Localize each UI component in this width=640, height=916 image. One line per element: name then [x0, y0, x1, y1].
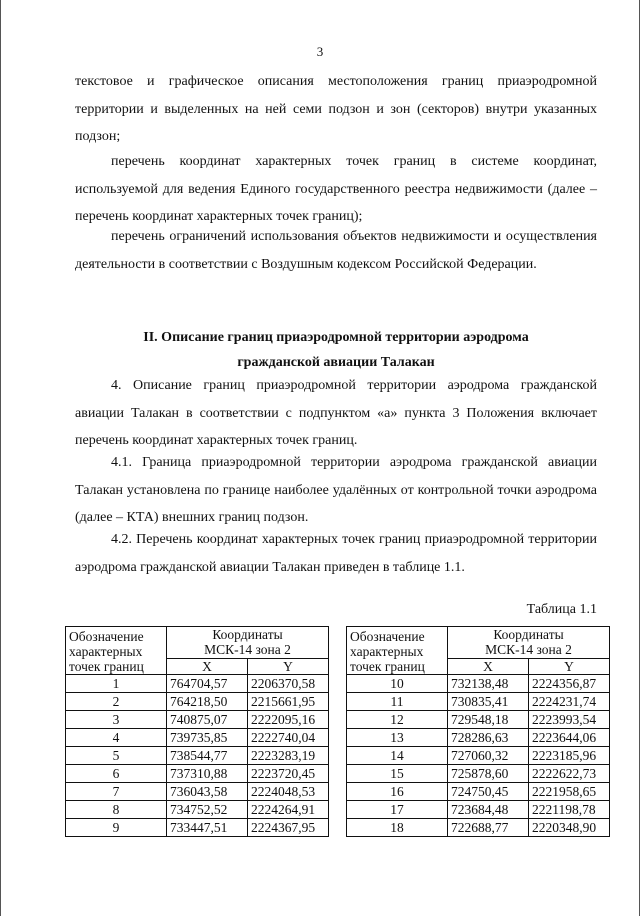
y-coordinate-cell: 2223644,06 — [529, 729, 610, 747]
table-row — [66, 711, 329, 729]
table-row — [66, 801, 329, 819]
header-point-designation: Обозначение характерных точек границ — [66, 627, 167, 675]
table-row — [347, 783, 610, 801]
point-number-cell: 4 — [66, 729, 167, 747]
table-row — [347, 819, 610, 837]
x-coordinate-cell: 725878,60 — [448, 765, 529, 783]
point-number-cell: 13 — [347, 729, 448, 747]
y-coordinate-cell: 2224264,91 — [248, 801, 329, 819]
point-number-cell: 12 — [347, 711, 448, 729]
point-number-cell: 6 — [66, 765, 167, 783]
y-coordinate-cell: 2221958,65 — [529, 783, 610, 801]
table-row — [347, 693, 610, 711]
table-row — [66, 747, 329, 765]
point-number-cell: 5 — [66, 747, 167, 765]
paragraph-restrictions-list: перечень ограничений использования объектов недвижимости и осуществления деятельности в соответствии с Воздушным кодексом Российской Федерации. — [75, 229, 597, 272]
x-coordinate-cell: 764704,57 — [167, 675, 248, 693]
table-row — [347, 711, 610, 729]
y-coordinate-cell: 2222095,16 — [248, 711, 329, 729]
x-coordinate-cell: 729548,18 — [448, 711, 529, 729]
point-number-cell: 18 — [347, 819, 448, 837]
table-row — [66, 729, 329, 747]
y-coordinate-cell: 2206370,58 — [248, 675, 329, 693]
table-row — [66, 675, 329, 693]
y-coordinate-cell: 2223720,45 — [248, 765, 329, 783]
point-number-cell: 11 — [347, 693, 448, 711]
coordinates-table-right — [346, 626, 610, 837]
y-coordinate-cell: 2224356,87 — [529, 675, 610, 693]
y-coordinate-cell: 2220348,90 — [529, 819, 610, 837]
x-coordinate-cell: 724750,45 — [448, 783, 529, 801]
coordinates-table-left — [65, 626, 329, 837]
header-coordinates: Координаты МСК-14 зона 2 — [167, 627, 329, 659]
table-row — [347, 729, 610, 747]
x-coordinate-cell: 723684,48 — [448, 801, 529, 819]
header-x: X — [448, 658, 529, 674]
header-y: Y — [529, 658, 610, 674]
table-row — [66, 783, 329, 801]
y-coordinate-cell: 2221198,78 — [529, 801, 610, 819]
section-heading-line2: гражданской авиации Талакан — [237, 355, 435, 370]
paragraph-coordinates-list: перечень координат характерных точек границ в системе координат, используемой для ведения Единого государственного реестра недвижимости (далее – перечень координат характерных точек границ); — [75, 154, 597, 224]
point-number-cell: 2 — [66, 693, 167, 711]
x-coordinate-cell: 727060,32 — [448, 747, 529, 765]
y-coordinate-cell: 2222622,73 — [529, 765, 610, 783]
point-number-cell: 10 — [347, 675, 448, 693]
header-coordinates: Координаты МСК-14 зона 2 — [448, 627, 610, 659]
point-number-cell: 3 — [66, 711, 167, 729]
y-coordinate-cell: 2223283,19 — [248, 747, 329, 765]
table-row — [66, 765, 329, 783]
point-number-cell: 1 — [66, 675, 167, 693]
y-coordinate-cell: 2224231,74 — [529, 693, 610, 711]
table-row — [347, 747, 610, 765]
point-number-cell: 7 — [66, 783, 167, 801]
x-coordinate-cell: 728286,63 — [448, 729, 529, 747]
y-coordinate-cell: 2223993,54 — [529, 711, 610, 729]
point-number-cell: 16 — [347, 783, 448, 801]
table-row — [347, 801, 610, 819]
y-coordinate-cell: 2222740,04 — [248, 729, 329, 747]
x-coordinate-cell: 732138,48 — [448, 675, 529, 693]
point-number-cell: 8 — [66, 801, 167, 819]
point-number-cell: 17 — [347, 801, 448, 819]
table-row — [347, 765, 610, 783]
header-point-designation: Обозначение характерных точек границ — [347, 627, 448, 675]
x-coordinate-cell: 722688,77 — [448, 819, 529, 837]
header-x: X — [167, 658, 248, 674]
x-coordinate-cell: 764218,50 — [167, 693, 248, 711]
table-caption: Таблица 1.1 — [526, 602, 597, 617]
point-number-cell: 9 — [66, 819, 167, 837]
paragraph-text-description: текстовое и графическое описания местоположения границ приаэродромной территории и выделенных на ней семи подзон и зон (секторов) внутри указанных подзон; — [75, 74, 597, 144]
x-coordinate-cell: 740875,07 — [167, 711, 248, 729]
header-y: Y — [248, 658, 329, 674]
y-coordinate-cell: 2215661,95 — [248, 693, 329, 711]
page-number: 3 — [316, 44, 324, 59]
y-coordinate-cell: 2224048,53 — [248, 783, 329, 801]
x-coordinate-cell: 733447,51 — [167, 819, 248, 837]
x-coordinate-cell: 739735,85 — [167, 729, 248, 747]
table-row — [66, 819, 329, 837]
table-row — [347, 675, 610, 693]
paragraph-item-4-1: 4.1. Граница приаэродромной территории аэродрома гражданской авиации Талакан установлена по границе наиболее удалённых от контрольной точки аэродрома (далее – КТА) внешних границ подзон. — [75, 455, 597, 525]
x-coordinate-cell: 730835,41 — [448, 693, 529, 711]
y-coordinate-cell: 2224367,95 — [248, 819, 329, 837]
section-heading-line1: II. Описание границ приаэродромной территории аэродрома — [143, 330, 529, 345]
y-coordinate-cell: 2223185,96 — [529, 747, 610, 765]
paragraph-item-4: 4. Описание границ приаэродромной территории аэродрома гражданской авиации Талакан в соответствии с подпунктом «а» пункта 3 Положения включает перечень координат характерных точек границ. — [75, 378, 597, 448]
table-row — [66, 693, 329, 711]
x-coordinate-cell: 738544,77 — [167, 747, 248, 765]
x-coordinate-cell: 737310,88 — [167, 765, 248, 783]
x-coordinate-cell: 736043,58 — [167, 783, 248, 801]
x-coordinate-cell: 734752,52 — [167, 801, 248, 819]
point-number-cell: 15 — [347, 765, 448, 783]
paragraph-item-4-2: 4.2. Перечень координат характерных точек границ приаэродромной территории аэродрома гражданской авиации Талакан приведен в таблице 1.1. — [75, 532, 597, 575]
point-number-cell: 14 — [347, 747, 448, 765]
